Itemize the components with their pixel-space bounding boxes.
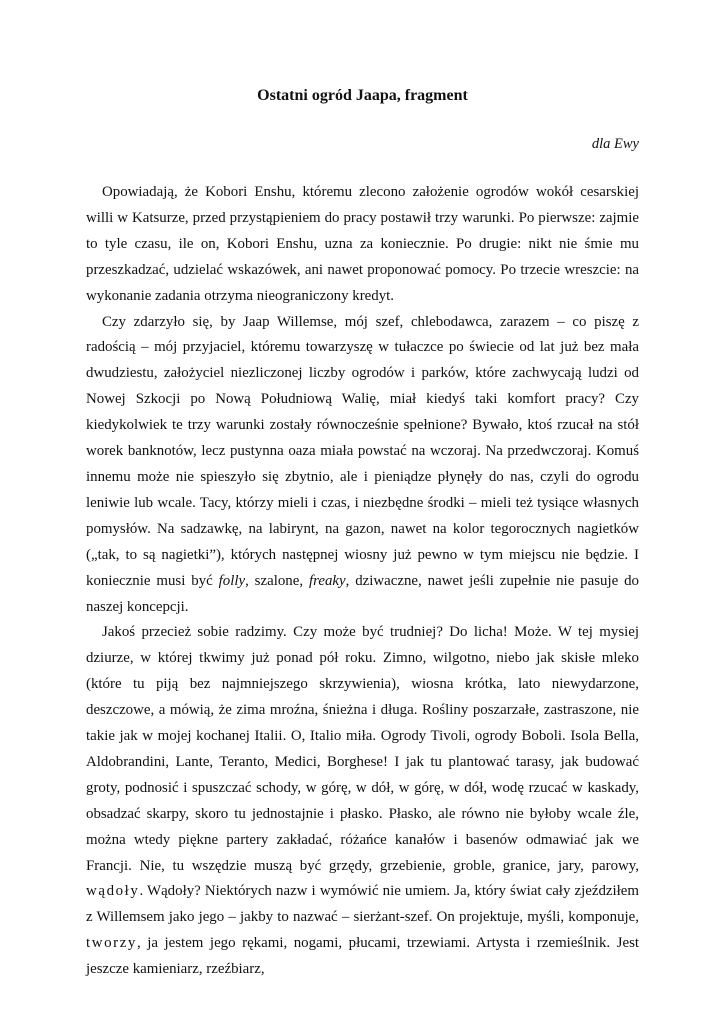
document-title: Ostatni ogród Jaapa, fragment [257, 87, 468, 104]
spaced-word: tworzy [86, 935, 137, 952]
text-run: , szalone, [245, 572, 309, 589]
text-run: Jakoś przecież sobie radzimy. Czy może być trudniej? Do licha! Może. W tej mysiej dziurze, w której tkwimy już ponad pół roku. Zimno, wilgotno, niebo jak skisłe mleko (które tu piją bez najmniejszego skrzywienia), wiosna krótka, lato niewydarzone, deszczowe, a mówią, że zima mroźna, śnieżna i długa. Rośliny poszarzałe, zastraszone, nie takie jak w mojej kochanej Italii. O, Italio miła. Ogrody Tivoli, ogrody Boboli. Isola Bella, Aldobrandini, Lante, Teranto, Medici, Borghese! I jak tu plantować tarasy, jak budować groty, podnosić i spuszczać schody, w górę, w dół, w górę, w dół, wodę rzucać w kaskady, obsadzać skarpy, skoro tu jednostajnie i płasko. Płasko, ale równo nie byłoby wcale źle, można wtedy piękne partery zakładać, różańce kanałów i basenów odmawiać jak we Francji. Nie, tu wszędzie muszą być grzędy, grzebienie, groble, granice, jary, parowy, [86, 624, 639, 874]
document-body [86, 180, 639, 983]
text-run: , ja jestem jego rękami, nogami, płucami, trzewiami. Artysta i rzemieślnik. Jest jeszcze kamieniarz, rzeźbiarz, [86, 935, 639, 978]
dedication: dla Ewy [591, 136, 639, 152]
paragraph [86, 310, 639, 621]
paragraph [86, 620, 639, 983]
document-page [86, 86, 639, 983]
text-run: , dziwaczne, nawet jeśli zupełnie nie pasuje do naszej koncepcji. [86, 572, 640, 615]
text-run: Opowiadają, że Kobori Enshu, któremu zlecono założenie ogrodów wokół cesarskiej willi w Katsurze, przed przystąpieniem do pracy postawił trzy warunki. Po pierwsze: zajmie to tyle czasu, ile on, Kobori Enshu, uzna za koniecznie. Po drugie: nikt nie śmie mu przeszkadzać, udzielać wskazówek, ani nawet proponować pomocy. Po trzecie wreszcie: na wykonanie zadania otrzyma nieograniczony kredyt. [86, 184, 639, 304]
italic-term: folly [218, 572, 246, 589]
text-run: Czy zdarzyło się, by Jaap Willemse, mój szef, chlebodawca, zarazem – co piszę z radością – mój przyjaciel, któremu towarzyszę w tułaczce po świecie od lat już bez mała dwudziestu, założyciel niezliczonej liczby ogrodów i parków, które zachwycają ludzi od Nowej Szkocji po Nową Południową Walię, miał kiedyś taki komfort pracy? Czy kiedykolwiek te trzy warunki zostały równocześnie spełnione? Bywało, ktoś rzucał na stół worek banknotów, lecz pustynna oaza miała powstać na wczoraj. Na przedwczoraj. Komuś innemu może nie spieszyło się zbytnio, ale i pieniądze płynęły do nas, czyli do ogrodu leniwie lub wcale. Tacy, którzy mieli i czas, i niezbędne środki – mieli też tysiące własnych pomysłów. Na sadzawkę, na labirynt, na gazon, nawet na kolor tegorocznych nagietków („tak, to są nagietki”), których następnej wiosny już pewno w tym miejscu nie będzie. I koniecznie musi być [86, 313, 639, 589]
italic-term: freaky [308, 572, 346, 589]
text-run: . Wądoły? Niektórych nazw i wymówić nie umiem. Ja, który świat cały zjeździłem z Willemsem jako jego – jakby to nazwać – sierżant-szef. On projektuje, myśli, komponuje, [86, 883, 639, 926]
paragraph [86, 180, 639, 310]
spaced-word: wądoły [86, 883, 140, 900]
